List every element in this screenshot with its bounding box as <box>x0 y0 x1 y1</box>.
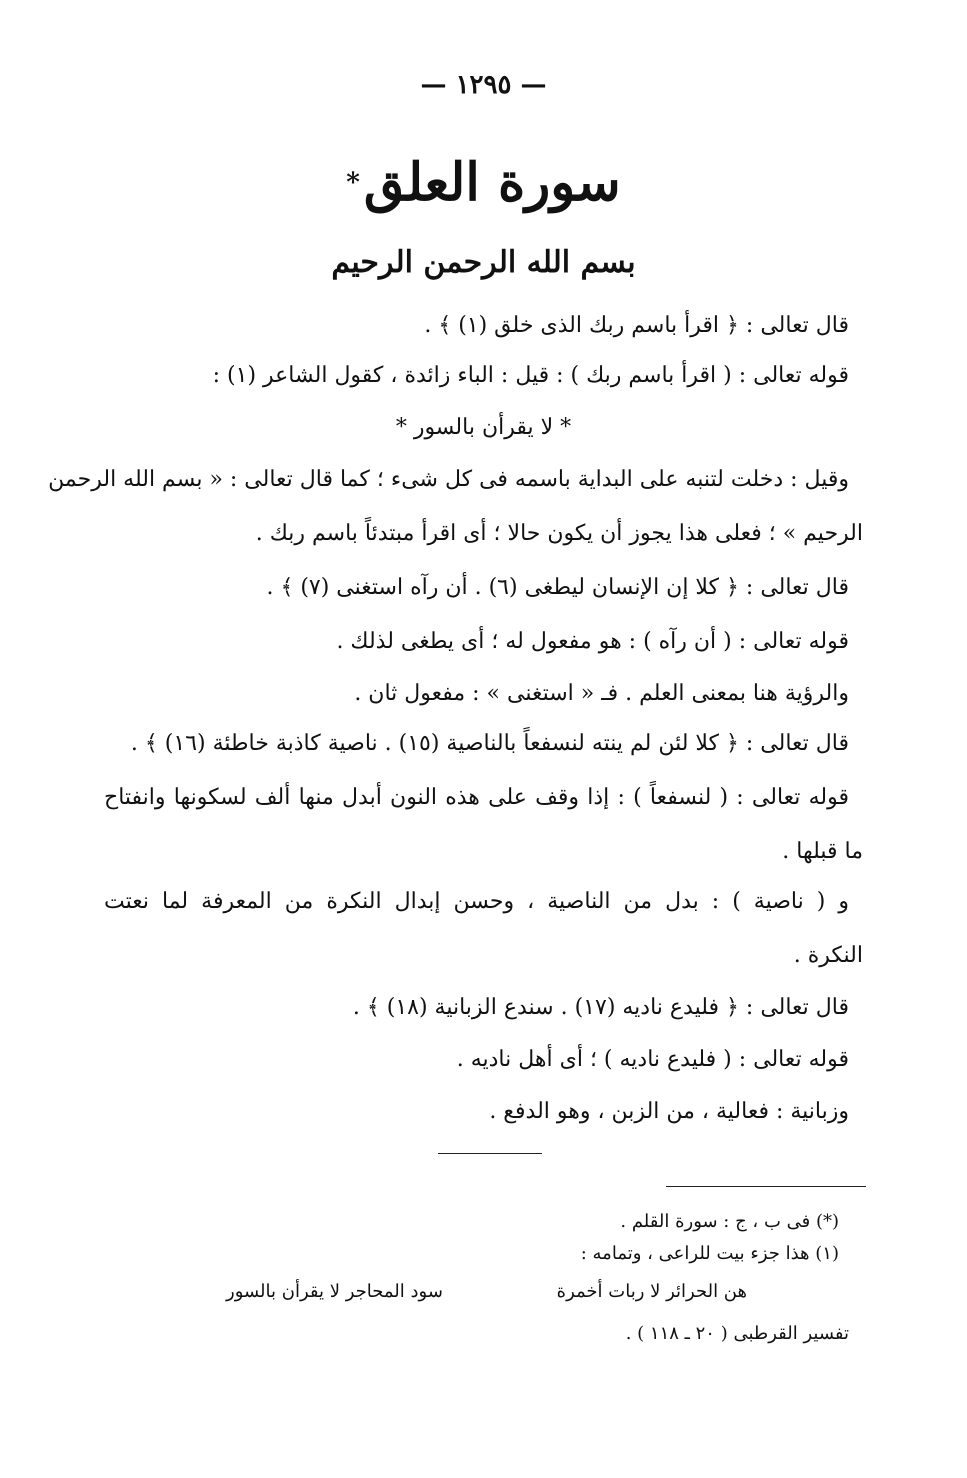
body-line-14: قال تعالى : ﴿ فليدع ناديه (١٧) . سندع الزبانية (١٨) ﴾ . <box>352 995 849 1020</box>
footnote-source: تفسير القرطبى ( ٢٠ ـ ١١٨ ) . <box>625 1323 849 1344</box>
body-line-15: قوله تعالى : ( فليدع ناديه ) ؛ أى أهل ناديه . <box>456 1047 849 1072</box>
footnote-verse-first-half: هن الحرائر لا ربات أخمرة <box>556 1281 747 1302</box>
page-number: — ١٢٩٥ — <box>420 70 547 100</box>
section-end-rule <box>438 1153 542 1154</box>
title-footnote-star: * <box>346 168 360 198</box>
footnote-1: (١) هذا جزء بيت للراعى ، وتمامه : <box>580 1243 839 1264</box>
body-line-8: والرؤية هنا بمعنى العلم . فـ « استغنى » : مفعول ثان . <box>354 681 849 706</box>
body-line-2: قوله تعالى : ( اقرأ باسم ربك ) : قيل : الباء زائدة ، كقول الشاعر (١) : <box>212 363 849 388</box>
body-line-9: قال تعالى : ﴿ كلا لئن لم ينته لنسفعاً بالناصية (١٥) . ناصية كاذبة خاطئة (١٦) ﴾ . <box>130 731 849 756</box>
footnote-separator <box>666 1186 866 1187</box>
footnote-verse-second-half: سود المحاجر لا يقرأن بالسور <box>226 1281 443 1302</box>
surah-name: سورة العلق <box>363 152 621 213</box>
body-line-7: قوله تعالى : ( أن رآه ) : هو مفعول له ؛ أى يطغى لذلك . <box>336 629 849 654</box>
body-line-10: قوله تعالى : ( لنسفعاً ) : إذا وقف على هذه النون أبدل منها ألف لسكونها وانفتاح <box>104 785 849 810</box>
body-line-3-verse: * لا يقرأن بالسور * <box>395 415 572 440</box>
surah-title <box>0 148 967 218</box>
body-line-12: و ( ناصية ) : بدل من الناصية ، وحسن إبدال النكرة من المعرفة لما نعتت <box>104 889 849 914</box>
body-line-5: الرحيم » ؛ فعلى هذا يجوز أن يكون حالا ؛ أى اقرأ مبتدئاً باسم ربك . <box>255 521 863 546</box>
basmala-heading: بسم الله الرحمن الرحيم <box>331 245 636 280</box>
footnote-star: (*) فى ب ، ج : سورة القلم . <box>620 1211 839 1232</box>
body-line-6: قال تعالى : ﴿ كلا إن الإنسان ليطغى (٦) . أن رآه استغنى (٧) ﴾ . <box>266 575 849 600</box>
body-line-1: قال تعالى : ﴿ اقرأ باسم ربك الذى خلق (١) ﴾ . <box>424 313 849 338</box>
body-line-16: وزبانية : فعالية ، من الزبن ، وهو الدفع . <box>489 1099 849 1124</box>
body-line-13: النكرة . <box>793 943 863 968</box>
body-line-11: ما قبلها . <box>782 839 863 864</box>
body-line-4: وقيل : دخلت لتنبه على البداية باسمه فى كل شىء ؛ كما قال تعالى : « بسم الله الرحمن <box>48 467 849 492</box>
